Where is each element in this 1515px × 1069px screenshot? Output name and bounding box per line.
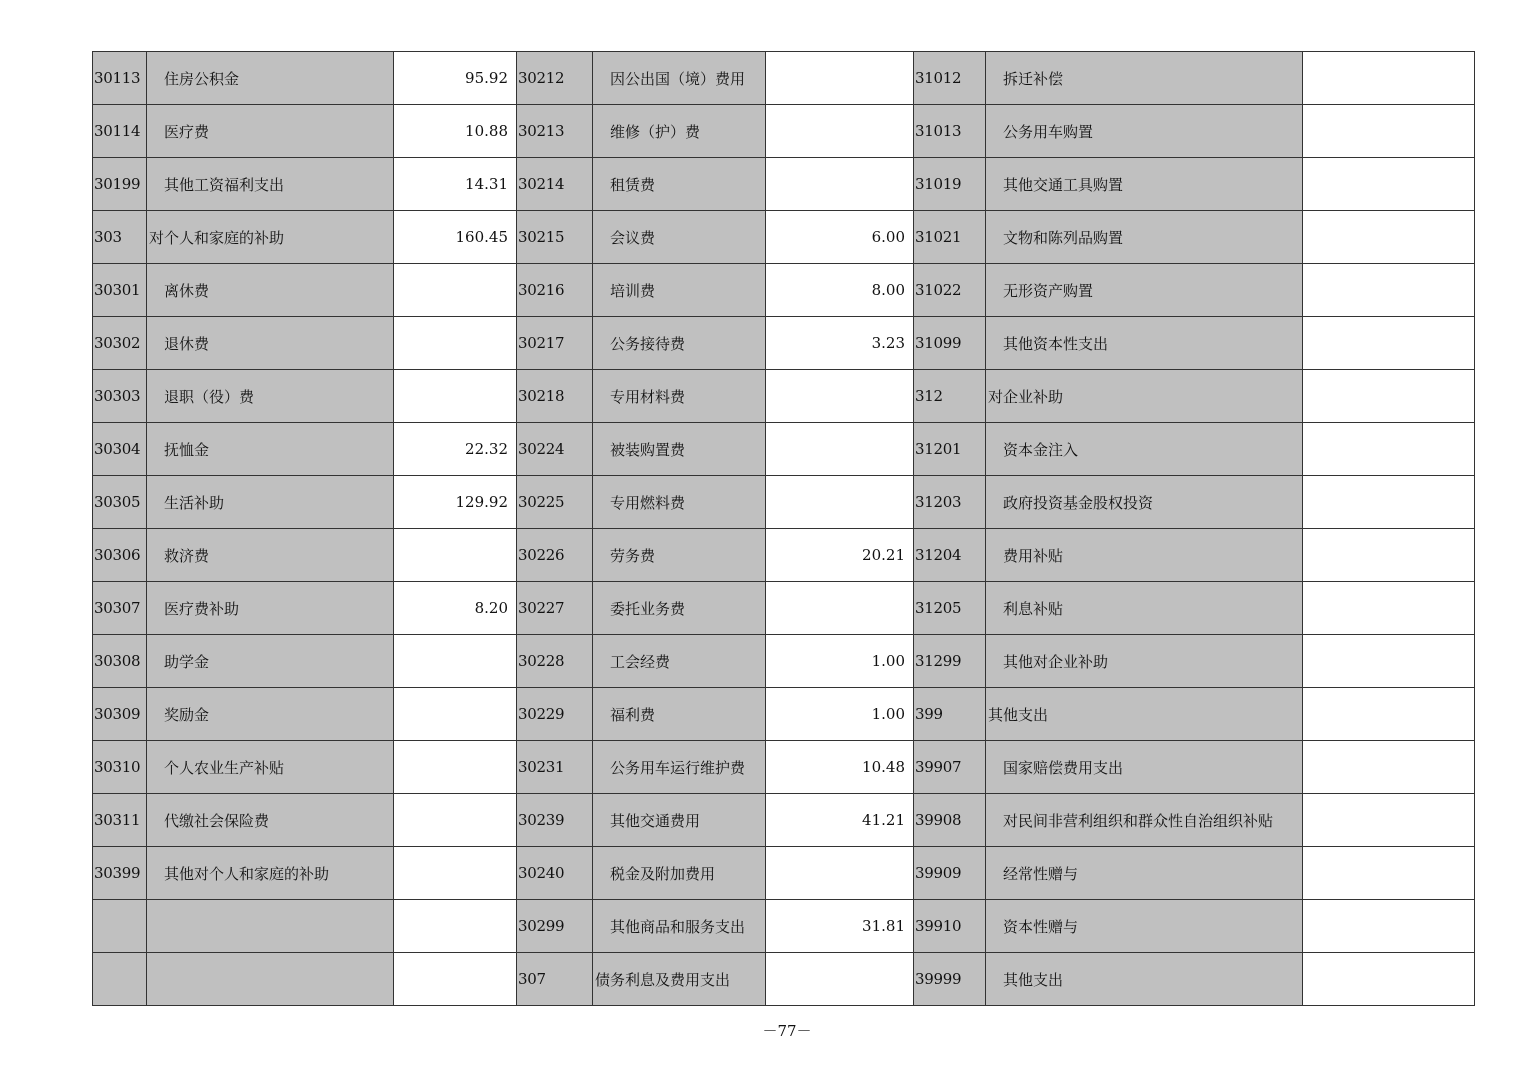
item-amount bbox=[394, 900, 517, 953]
item-code: 30217 bbox=[517, 317, 593, 370]
item-code: 30399 bbox=[93, 847, 147, 900]
item-amount: 14.31 bbox=[394, 158, 517, 211]
item-amount: 95.92 bbox=[394, 52, 517, 105]
item-name: 奖励金 bbox=[147, 688, 394, 741]
item-amount bbox=[1303, 158, 1475, 211]
item-code: 31299 bbox=[914, 635, 986, 688]
item-code: 31204 bbox=[914, 529, 986, 582]
item-name: 公务接待费 bbox=[593, 317, 766, 370]
item-code: 31019 bbox=[914, 158, 986, 211]
item-amount bbox=[766, 476, 914, 529]
item-amount bbox=[394, 688, 517, 741]
item-amount: 3.23 bbox=[766, 317, 914, 370]
item-amount bbox=[394, 794, 517, 847]
item-name bbox=[147, 900, 394, 953]
item-name: 其他支出 bbox=[986, 953, 1303, 1006]
item-amount: 31.81 bbox=[766, 900, 914, 953]
item-code: 312 bbox=[914, 370, 986, 423]
item-code: 30305 bbox=[93, 476, 147, 529]
item-amount bbox=[394, 847, 517, 900]
item-code: 39908 bbox=[914, 794, 986, 847]
item-name: 公务用车运行维护费 bbox=[593, 741, 766, 794]
item-name: 其他对个人和家庭的补助 bbox=[147, 847, 394, 900]
item-code: 30310 bbox=[93, 741, 147, 794]
item-amount bbox=[1303, 423, 1475, 476]
item-amount: 41.21 bbox=[766, 794, 914, 847]
item-name: 公务用车购置 bbox=[986, 105, 1303, 158]
item-code: 31022 bbox=[914, 264, 986, 317]
item-name: 利息补贴 bbox=[986, 582, 1303, 635]
item-code bbox=[93, 900, 147, 953]
item-name: 劳务费 bbox=[593, 529, 766, 582]
item-name: 其他商品和服务支出 bbox=[593, 900, 766, 953]
item-name: 无形资产购置 bbox=[986, 264, 1303, 317]
item-amount: 22.32 bbox=[394, 423, 517, 476]
item-amount: 129.92 bbox=[394, 476, 517, 529]
item-name: 专用材料费 bbox=[593, 370, 766, 423]
item-name: 退职（役）费 bbox=[147, 370, 394, 423]
item-amount: 10.88 bbox=[394, 105, 517, 158]
item-amount bbox=[394, 370, 517, 423]
item-amount: 1.00 bbox=[766, 688, 914, 741]
item-code: 31099 bbox=[914, 317, 986, 370]
item-code: 30239 bbox=[517, 794, 593, 847]
item-code: 31012 bbox=[914, 52, 986, 105]
item-name: 租赁费 bbox=[593, 158, 766, 211]
item-code: 31021 bbox=[914, 211, 986, 264]
item-amount bbox=[1303, 900, 1475, 953]
item-code: 30231 bbox=[517, 741, 593, 794]
table-row bbox=[93, 52, 1475, 105]
item-code: 31203 bbox=[914, 476, 986, 529]
item-name: 培训费 bbox=[593, 264, 766, 317]
item-amount: 1.00 bbox=[766, 635, 914, 688]
item-code: 30225 bbox=[517, 476, 593, 529]
page-number: －77－ bbox=[762, 1022, 812, 1040]
item-name: 专用燃料费 bbox=[593, 476, 766, 529]
table-row bbox=[93, 794, 1475, 847]
item-name: 税金及附加费用 bbox=[593, 847, 766, 900]
table-row bbox=[93, 900, 1475, 953]
item-name: 拆迁补偿 bbox=[986, 52, 1303, 105]
item-name: 退休费 bbox=[147, 317, 394, 370]
item-name: 维修（护）费 bbox=[593, 105, 766, 158]
item-amount bbox=[394, 741, 517, 794]
item-name: 经常性赠与 bbox=[986, 847, 1303, 900]
item-name: 抚恤金 bbox=[147, 423, 394, 476]
item-code: 30302 bbox=[93, 317, 147, 370]
item-code: 30213 bbox=[517, 105, 593, 158]
item-code: 30304 bbox=[93, 423, 147, 476]
item-code: 30114 bbox=[93, 105, 147, 158]
item-name: 文物和陈列品购置 bbox=[986, 211, 1303, 264]
item-code: 30226 bbox=[517, 529, 593, 582]
item-name: 助学金 bbox=[147, 635, 394, 688]
item-amount bbox=[394, 635, 517, 688]
item-name: 对个人和家庭的补助 bbox=[147, 211, 394, 264]
item-code: 30307 bbox=[93, 582, 147, 635]
item-name: 离休费 bbox=[147, 264, 394, 317]
item-code: 30214 bbox=[517, 158, 593, 211]
item-name bbox=[147, 953, 394, 1006]
table-row bbox=[93, 211, 1475, 264]
item-amount: 8.00 bbox=[766, 264, 914, 317]
item-code bbox=[93, 953, 147, 1006]
item-name: 福利费 bbox=[593, 688, 766, 741]
item-amount bbox=[394, 317, 517, 370]
item-name: 其他支出 bbox=[986, 688, 1303, 741]
item-amount: 6.00 bbox=[766, 211, 914, 264]
item-code: 39907 bbox=[914, 741, 986, 794]
item-code: 39999 bbox=[914, 953, 986, 1006]
table-row bbox=[93, 423, 1475, 476]
item-name: 住房公积金 bbox=[147, 52, 394, 105]
item-code: 31201 bbox=[914, 423, 986, 476]
item-code: 30216 bbox=[517, 264, 593, 317]
item-amount bbox=[1303, 476, 1475, 529]
item-amount bbox=[1303, 105, 1475, 158]
item-code: 30229 bbox=[517, 688, 593, 741]
table-row bbox=[93, 158, 1475, 211]
item-name: 委托业务费 bbox=[593, 582, 766, 635]
item-name: 资本金注入 bbox=[986, 423, 1303, 476]
item-name: 其他工资福利支出 bbox=[147, 158, 394, 211]
item-code: 30301 bbox=[93, 264, 147, 317]
item-amount: 20.21 bbox=[766, 529, 914, 582]
item-code: 30215 bbox=[517, 211, 593, 264]
item-name: 其他交通工具购置 bbox=[986, 158, 1303, 211]
item-code: 30299 bbox=[517, 900, 593, 953]
item-code: 30218 bbox=[517, 370, 593, 423]
item-amount bbox=[766, 105, 914, 158]
item-amount bbox=[766, 847, 914, 900]
item-amount bbox=[1303, 582, 1475, 635]
table-row bbox=[93, 529, 1475, 582]
item-name: 其他资本性支出 bbox=[986, 317, 1303, 370]
item-amount bbox=[1303, 741, 1475, 794]
item-code: 30199 bbox=[93, 158, 147, 211]
item-code: 30228 bbox=[517, 635, 593, 688]
table-row bbox=[93, 635, 1475, 688]
item-amount bbox=[394, 529, 517, 582]
item-name: 政府投资基金股权投资 bbox=[986, 476, 1303, 529]
item-code: 30113 bbox=[93, 52, 147, 105]
item-name: 因公出国（境）费用 bbox=[593, 52, 766, 105]
item-name: 医疗费补助 bbox=[147, 582, 394, 635]
item-amount bbox=[1303, 52, 1475, 105]
item-name: 工会经费 bbox=[593, 635, 766, 688]
item-code: 30303 bbox=[93, 370, 147, 423]
item-amount bbox=[766, 582, 914, 635]
item-code: 30308 bbox=[93, 635, 147, 688]
item-amount bbox=[1303, 635, 1475, 688]
item-code: 31013 bbox=[914, 105, 986, 158]
item-amount bbox=[394, 264, 517, 317]
item-code: 39910 bbox=[914, 900, 986, 953]
table-row bbox=[93, 370, 1475, 423]
item-name: 个人农业生产补贴 bbox=[147, 741, 394, 794]
item-amount bbox=[1303, 370, 1475, 423]
item-amount bbox=[394, 953, 517, 1006]
item-amount bbox=[766, 52, 914, 105]
item-code: 31205 bbox=[914, 582, 986, 635]
item-name: 代缴社会保险费 bbox=[147, 794, 394, 847]
table-row bbox=[93, 105, 1475, 158]
table-row bbox=[93, 317, 1475, 370]
item-code: 30309 bbox=[93, 688, 147, 741]
table-row bbox=[93, 582, 1475, 635]
item-amount bbox=[1303, 264, 1475, 317]
table-row bbox=[93, 688, 1475, 741]
item-code: 307 bbox=[517, 953, 593, 1006]
item-amount bbox=[1303, 688, 1475, 741]
item-amount bbox=[1303, 529, 1475, 582]
item-code: 303 bbox=[93, 211, 147, 264]
item-name: 其他交通费用 bbox=[593, 794, 766, 847]
item-code: 30240 bbox=[517, 847, 593, 900]
table-row bbox=[93, 264, 1475, 317]
item-amount: 8.20 bbox=[394, 582, 517, 635]
table-row bbox=[93, 847, 1475, 900]
item-code: 30311 bbox=[93, 794, 147, 847]
item-amount bbox=[1303, 847, 1475, 900]
item-name: 国家赔偿费用支出 bbox=[986, 741, 1303, 794]
item-amount bbox=[766, 370, 914, 423]
item-code: 30224 bbox=[517, 423, 593, 476]
item-amount bbox=[766, 953, 914, 1006]
item-name: 其他对企业补助 bbox=[986, 635, 1303, 688]
item-amount: 10.48 bbox=[766, 741, 914, 794]
item-name: 资本性赠与 bbox=[986, 900, 1303, 953]
table-row bbox=[93, 476, 1475, 529]
item-code: 30212 bbox=[517, 52, 593, 105]
item-amount bbox=[766, 158, 914, 211]
item-name: 对民间非营利组织和群众性自治组织补贴 bbox=[986, 794, 1303, 847]
item-amount: 160.45 bbox=[394, 211, 517, 264]
item-name: 债务利息及费用支出 bbox=[593, 953, 766, 1006]
item-amount bbox=[1303, 953, 1475, 1006]
table-row bbox=[93, 953, 1475, 1006]
item-amount bbox=[766, 423, 914, 476]
item-code: 30227 bbox=[517, 582, 593, 635]
item-code: 39909 bbox=[914, 847, 986, 900]
item-name: 医疗费 bbox=[147, 105, 394, 158]
item-name: 费用补贴 bbox=[986, 529, 1303, 582]
item-code: 399 bbox=[914, 688, 986, 741]
item-name: 生活补助 bbox=[147, 476, 394, 529]
item-amount bbox=[1303, 211, 1475, 264]
expenditure-table bbox=[92, 51, 1475, 1006]
item-name: 被装购置费 bbox=[593, 423, 766, 476]
item-name: 对企业补助 bbox=[986, 370, 1303, 423]
item-amount bbox=[1303, 317, 1475, 370]
item-name: 会议费 bbox=[593, 211, 766, 264]
item-amount bbox=[1303, 794, 1475, 847]
item-name: 救济费 bbox=[147, 529, 394, 582]
item-code: 30306 bbox=[93, 529, 147, 582]
table-row bbox=[93, 741, 1475, 794]
